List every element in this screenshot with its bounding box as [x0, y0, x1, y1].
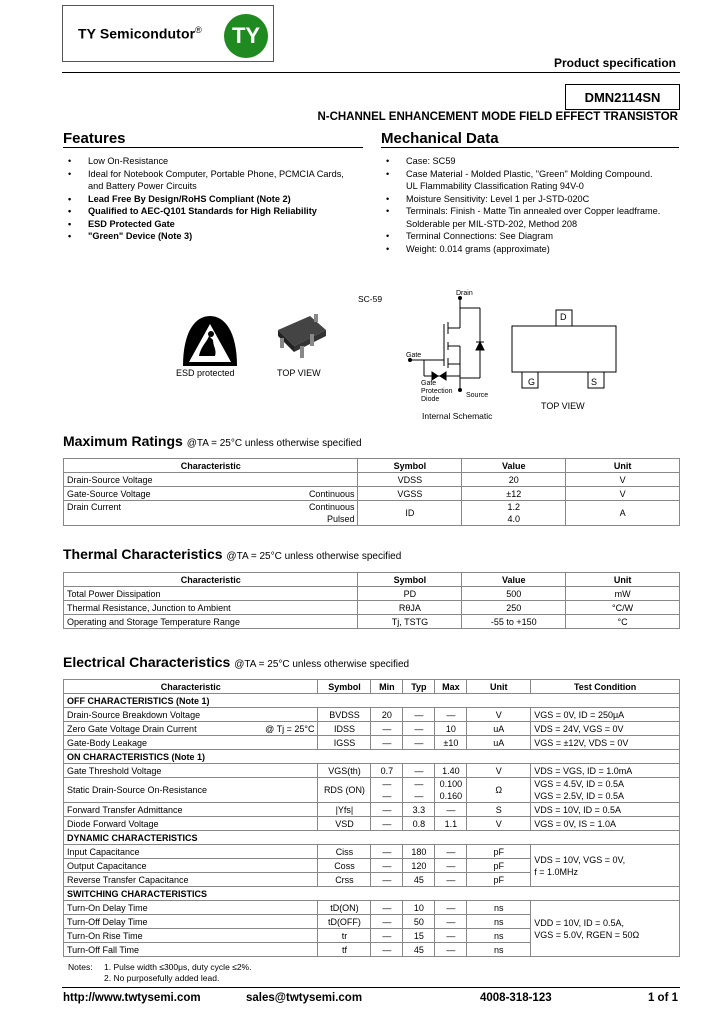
- max-cell: ±10: [435, 736, 467, 750]
- min-cell: — —: [371, 778, 403, 803]
- characteristic-text: Diode Forward Voltage: [67, 818, 159, 829]
- typ-cell: 50: [403, 915, 435, 929]
- esd-label: ESD protected: [176, 368, 235, 378]
- sym-cell: BVDSS: [318, 708, 371, 722]
- sym-cell: Crss: [318, 873, 371, 887]
- thermal-title: Thermal Characteristics @TA = 25°C unless otherwise specified: [63, 546, 402, 562]
- val-cell: 20: [462, 473, 566, 487]
- pin-d-label: D: [560, 312, 567, 322]
- table-row: [64, 615, 680, 629]
- max-cell: —: [435, 845, 467, 859]
- sym-cell: |Yfs|: [318, 803, 371, 817]
- max-cell: —: [435, 929, 467, 943]
- test-condition-cell: VGS = 4.5V, ID = 0.5A VGS = 2.5V, ID = 0.5A: [531, 778, 680, 803]
- sym-cell: Coss: [318, 859, 371, 873]
- typ-cell: 10: [403, 901, 435, 915]
- footer-page: 1 of 1: [647, 992, 678, 1004]
- characteristic-text: Turn-On Rise Time: [67, 930, 143, 941]
- source-label: Source: [466, 392, 489, 399]
- characteristic-cell: [64, 901, 318, 915]
- footer-rule: [62, 987, 680, 988]
- sym-cell: IGSS: [318, 736, 371, 750]
- table-row: [64, 736, 680, 750]
- internal-schematic-label: Internal Schematic: [422, 411, 493, 421]
- typ-cell: —: [403, 736, 435, 750]
- characteristic-text: Output Capacitance: [67, 860, 147, 871]
- product-spec-label: Product specification: [553, 56, 676, 70]
- characteristic-text: Static Drain-Source On-Resistance: [67, 785, 208, 795]
- test-condition-cell: VGS = ±12V, VDS = 0V: [531, 736, 680, 750]
- min-cell: —: [371, 915, 403, 929]
- unit-cell: S: [467, 803, 531, 817]
- pin-s-label: S: [591, 377, 598, 387]
- typ-cell: 45: [403, 943, 435, 957]
- sym-cell: RθJA: [358, 601, 462, 615]
- off-characteristics-header-label: OFF CHARACTERISTICS (Note 1): [64, 694, 680, 708]
- max-cell: —: [435, 943, 467, 957]
- max-cell: 1.1: [435, 817, 467, 831]
- table-row: [64, 487, 680, 501]
- electrical-table: [63, 679, 680, 957]
- min-cell: 20: [371, 708, 403, 722]
- sym-cell: tD(ON): [318, 901, 371, 915]
- off-characteristics-header: [64, 694, 680, 708]
- switching-characteristics-header-label: SWITCHING CHARACTERISTICS: [64, 887, 680, 901]
- unit-cell: Ω: [467, 778, 531, 803]
- characteristic-cell: [64, 736, 318, 750]
- max-cell: 0.100 0.160: [435, 778, 467, 803]
- footer-url[interactable]: http://www.twtysemi.com: [63, 992, 201, 1004]
- characteristic-cell: [64, 722, 318, 736]
- val-cell: 250: [462, 601, 566, 615]
- min-cell: —: [371, 859, 403, 873]
- max-cell: —: [435, 873, 467, 887]
- condition-text: Continuous Pulsed: [308, 502, 355, 524]
- max-ratings-title: Maximum Ratings @TA = 25°C unless otherwise specified: [63, 433, 362, 449]
- features-list: [66, 155, 356, 243]
- unit-cell: ns: [467, 929, 531, 943]
- features-title: Features: [63, 130, 363, 148]
- sym-cell: tr: [318, 929, 371, 943]
- table-row: [64, 845, 680, 859]
- condition-text: @ Tj = 25°C: [265, 723, 315, 734]
- note-2: 2. No purposefully added lead.: [104, 973, 220, 983]
- min-cell: —: [371, 845, 403, 859]
- min-cell: —: [371, 929, 403, 943]
- min-cell: —: [371, 817, 403, 831]
- feature-item: • ESD Protected Gate: [66, 218, 356, 231]
- mechanical-item: • Terminal Connections: See Diagram: [384, 230, 664, 243]
- max-cell: —: [435, 708, 467, 722]
- on-characteristics-header-label: ON CHARACTERISTICS (Note 1): [64, 750, 680, 764]
- top-view-label-1: TOP VIEW: [277, 368, 321, 378]
- gate-label: Gate: [406, 352, 422, 359]
- on-characteristics-header: [64, 750, 680, 764]
- characteristic-cell: [64, 859, 318, 873]
- switching-characteristics-header: [64, 887, 680, 901]
- characteristic-cell: [64, 501, 358, 526]
- sym-cell: ID: [358, 501, 462, 526]
- test-condition-cell: VDS = 10V, VGS = 0V, f = 1.0MHz: [531, 845, 680, 887]
- sym-cell: VGSS: [358, 487, 462, 501]
- sym-cell: tf: [318, 943, 371, 957]
- max-cell: —: [435, 915, 467, 929]
- sym-cell: IDSS: [318, 722, 371, 736]
- unit-cell: V: [467, 764, 531, 778]
- unit-cell: °C/W: [566, 601, 680, 615]
- val-cell: 1.2 4.0: [462, 501, 566, 526]
- characteristic-text: Drain Current: [67, 502, 122, 512]
- unit-cell: ns: [467, 915, 531, 929]
- unit-cell: ns: [467, 943, 531, 957]
- sym-cell: VGS(th): [318, 764, 371, 778]
- pin-g-label: G: [528, 377, 536, 387]
- characteristic-cell: Thermal Resistance, Junction to Ambient: [64, 601, 358, 615]
- thermal-table: [63, 572, 680, 629]
- characteristic-cell: [64, 764, 318, 778]
- mechanical-item: • Case: SC59: [384, 155, 664, 168]
- val-cell: -55 to +150: [462, 615, 566, 629]
- min-cell: —: [371, 873, 403, 887]
- mechanical-item: • Moisture Sensitivity: Level 1 per J-STD-020C: [384, 193, 664, 206]
- table-row: [64, 764, 680, 778]
- typ-cell: 3.3: [403, 803, 435, 817]
- esd-symbol-icon: [175, 312, 245, 372]
- typ-cell: —: [403, 708, 435, 722]
- typ-cell: —: [403, 764, 435, 778]
- feature-item: • Low On-Resistance: [66, 155, 356, 168]
- typ-cell: 180: [403, 845, 435, 859]
- sym-cell: Ciss: [318, 845, 371, 859]
- characteristic-text: Gate-Body Leakage: [67, 737, 148, 748]
- sym-cell: tD(OFF): [318, 915, 371, 929]
- device-subtitle: N-CHANNEL ENHANCEMENT MODE FIELD EFFECT TRANSISTOR: [317, 111, 678, 123]
- table-row: [64, 901, 680, 915]
- table-row: [64, 817, 680, 831]
- characteristic-text: Gate-Source Voltage: [67, 488, 151, 499]
- characteristic-cell: [64, 873, 318, 887]
- test-condition-cell: VDD = 10V, ID = 0.5A, VGS = 5.0V, RGEN = 50Ω: [531, 901, 680, 957]
- table-row: [64, 601, 680, 615]
- electrical-header: Characteristic Symbol Min Typ Max Unit Test Condition: [64, 680, 680, 694]
- header-rule: [62, 72, 680, 73]
- drain-label: Drain: [456, 290, 473, 297]
- unit-cell: V: [566, 487, 680, 501]
- table-row: [64, 587, 680, 601]
- characteristic-text: Forward Transfer Admittance: [67, 804, 183, 815]
- typ-cell: —: [403, 722, 435, 736]
- characteristic-text: Gate Threshold Voltage: [67, 765, 162, 776]
- typ-cell: 120: [403, 859, 435, 873]
- max-cell: —: [435, 901, 467, 915]
- table-row: [64, 778, 680, 803]
- sym-cell: RDS (ON): [318, 778, 371, 803]
- sym-cell: VDSS: [358, 473, 462, 487]
- table-row: [64, 473, 680, 487]
- table-row: [64, 501, 680, 526]
- unit-cell: pF: [467, 859, 531, 873]
- unit-cell: uA: [467, 736, 531, 750]
- footer-phone: 4008-318-123: [480, 992, 552, 1004]
- test-condition-cell: VGS = 0V, ID = 250μA: [531, 708, 680, 722]
- characteristic-cell: [64, 473, 358, 487]
- max-cell: —: [435, 803, 467, 817]
- characteristic-cell: [64, 778, 318, 803]
- unit-cell: V: [467, 708, 531, 722]
- unit-cell: V: [566, 473, 680, 487]
- characteristic-cell: Total Power Dissipation: [64, 587, 358, 601]
- thermal-header: Characteristic Symbol Value Unit: [64, 573, 680, 587]
- mechanical-item: • Weight: 0.014 grams (approximate): [384, 243, 664, 256]
- dynamic-characteristics-header-label: DYNAMIC CHARACTERISTICS: [64, 831, 680, 845]
- feature-item: • "Green" Device (Note 3): [66, 230, 356, 243]
- table-row: [64, 708, 680, 722]
- max-ratings-table: [63, 458, 680, 526]
- sym-cell: PD: [358, 587, 462, 601]
- feature-item: • Lead Free By Design/RoHS Compliant (Note 2): [66, 193, 356, 206]
- unit-cell: V: [467, 817, 531, 831]
- characteristic-text: Turn-Off Fall Time: [67, 944, 140, 955]
- unit-cell: pF: [467, 845, 531, 859]
- mechanical-title: Mechanical Data: [381, 130, 679, 148]
- max-cell: 1.40: [435, 764, 467, 778]
- val-cell: ±12: [462, 487, 566, 501]
- min-cell: —: [371, 736, 403, 750]
- unit-cell: A: [566, 501, 680, 526]
- characteristic-text: Reverse Transfer Capacitance: [67, 874, 189, 885]
- characteristic-cell: [64, 487, 358, 501]
- characteristic-cell: [64, 845, 318, 859]
- electrical-title: Electrical Characteristics @TA = 25°C unless otherwise specified: [63, 654, 410, 670]
- sym-cell: Tj, TSTG: [358, 615, 462, 629]
- brand-name: TY Semicondutor®: [78, 25, 202, 42]
- min-cell: —: [371, 722, 403, 736]
- characteristic-text: Drain-Source Voltage: [67, 474, 153, 485]
- unit-cell: uA: [467, 722, 531, 736]
- characteristic-cell: [64, 943, 318, 957]
- characteristic-cell: [64, 929, 318, 943]
- table-row: [64, 803, 680, 817]
- max-cell: 10: [435, 722, 467, 736]
- typ-cell: 45: [403, 873, 435, 887]
- typ-cell: 0.8: [403, 817, 435, 831]
- characteristic-cell: [64, 708, 318, 722]
- unit-cell: mW: [566, 587, 680, 601]
- min-cell: —: [371, 803, 403, 817]
- characteristic-cell: [64, 817, 318, 831]
- characteristic-cell: Operating and Storage Temperature Range: [64, 615, 358, 629]
- val-cell: 500: [462, 587, 566, 601]
- footer-email[interactable]: sales@twtysemi.com: [246, 992, 363, 1004]
- table-row: [64, 722, 680, 736]
- characteristic-cell: [64, 915, 318, 929]
- max-cell: —: [435, 859, 467, 873]
- test-condition-cell: VDS = 24V, VGS = 0V: [531, 722, 680, 736]
- feature-item: • Ideal for Notebook Computer, Portable Phone, PCMCIA Cards, and Battery Power Circuits: [66, 168, 356, 193]
- sym-cell: VSD: [318, 817, 371, 831]
- package-label: SC-59: [358, 294, 383, 304]
- mechanical-list: [384, 155, 664, 255]
- test-condition-cell: VDS = 10V, ID = 0.5A: [531, 803, 680, 817]
- min-cell: 0.7: [371, 764, 403, 778]
- min-cell: —: [371, 943, 403, 957]
- mechanical-item: • Terminals: Finish - Matte Tin annealed over Copper leadframe. Solderable per MIL-STD-202, Method 208: [384, 205, 664, 230]
- package-top-view-icon: [270, 312, 330, 364]
- characteristic-text: Turn-Off Delay Time: [67, 916, 148, 927]
- part-number: DMN2114SN: [565, 84, 680, 110]
- characteristic-text: Input Capacitance: [67, 846, 140, 857]
- note-1: 1. Pulse width ≤300μs, duty cycle ≤2%.: [104, 962, 252, 972]
- characteristic-text: Zero Gate Voltage Drain Current: [67, 723, 197, 734]
- mechanical-item: • Case Material - Molded Plastic, "Green" Molding Compound. UL Flammability Classification Rating 94V-0: [384, 168, 664, 193]
- characteristic-text: Turn-On Delay Time: [67, 902, 148, 913]
- unit-cell: °C: [566, 615, 680, 629]
- min-cell: —: [371, 901, 403, 915]
- test-condition-cell: VGS = 0V, IS = 1.0A: [531, 817, 680, 831]
- brand-logo: TY: [224, 14, 268, 58]
- gate-protection-label: Gate Protection Diode: [421, 380, 453, 403]
- characteristic-text: Drain-Source Breakdown Voltage: [67, 709, 201, 720]
- feature-item: • Qualified to AEC-Q101 Standards for High Reliability: [66, 205, 356, 218]
- notes: Notes: 1. Pulse width ≤300μs, duty cycle ≤2%. 2. No purposefully added lead.: [68, 962, 252, 983]
- condition-text: Continuous: [308, 488, 355, 499]
- unit-cell: pF: [467, 873, 531, 887]
- typ-cell: — —: [403, 778, 435, 803]
- dynamic-characteristics-header: [64, 831, 680, 845]
- top-view-label-2: TOP VIEW: [541, 401, 585, 411]
- unit-cell: ns: [467, 901, 531, 915]
- typ-cell: 15: [403, 929, 435, 943]
- test-condition-cell: VDS = VGS, ID = 1.0mA: [531, 764, 680, 778]
- characteristic-cell: [64, 803, 318, 817]
- max-ratings-header: Characteristic Symbol Value Unit: [64, 459, 680, 473]
